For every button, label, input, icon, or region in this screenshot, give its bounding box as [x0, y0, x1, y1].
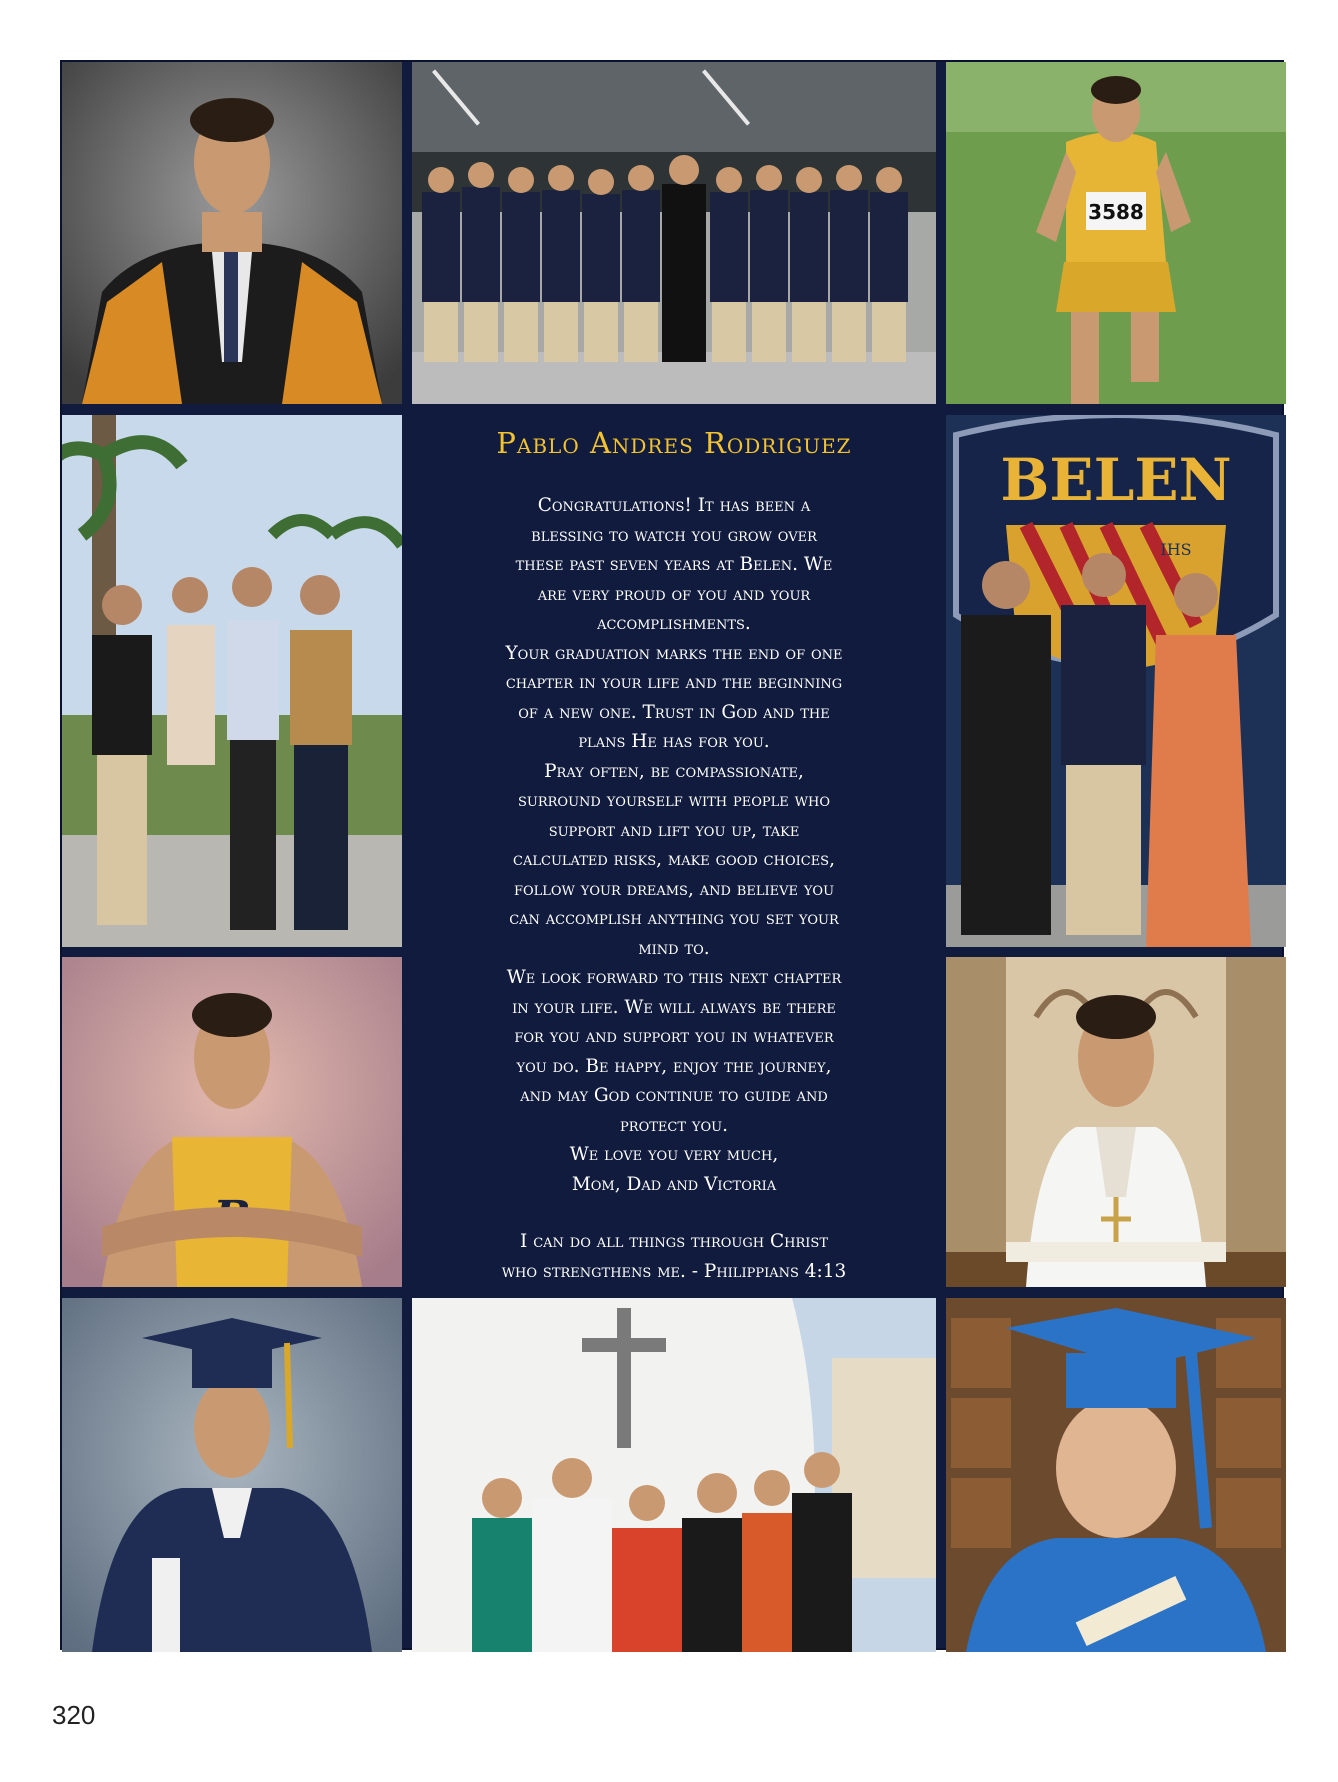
belen-crest-text: IHS	[1160, 540, 1192, 559]
cross-country-portrait-photo	[62, 957, 402, 1287]
student-name-heading: Pablo Andres Rodriguez	[496, 426, 852, 460]
collage-frame	[60, 60, 1284, 1650]
classmates-in-blazers-group-photo	[412, 62, 936, 404]
family-at-belen-sign-photo	[946, 415, 1286, 947]
family-by-the-palms-photo	[62, 415, 402, 947]
page-number: 320	[52, 1700, 96, 1730]
dedication-message-panel	[412, 415, 936, 1287]
first-communion-portrait-photo	[946, 957, 1286, 1287]
cross-country-race-photo	[946, 62, 1286, 404]
high-school-cap-and-gown-photo	[62, 1298, 402, 1652]
race-bib-number: 3588	[1088, 200, 1144, 224]
bible-verse-text: I can do all things through Christ who strengthens me. - Philippians 4:13	[501, 1231, 847, 1282]
senior-portrait-letterman-jacket-photo	[62, 62, 402, 404]
family-at-church-cross-photo	[412, 1298, 936, 1652]
belen-sign-text: BELEN	[1000, 446, 1232, 514]
dedication-message-text: Congratulations! It has been a blessing to watch you grow over these past seven years at Belen. We are very proud of you and your accomplishments. Your graduation marks the end of one chapter in your life and the beginning of a new one. Trust in God and the plans He has for you. Pray often, be compassionate, surround yourself with people who support and lift you up, take calculated risks, make good choices, follow your dreams, and believe you can accomplish anything you set your mind to. We look forward to this next chapter in your life. We will always be there for you and support you in whatever you do. Be happy, enjoy the journey, and may God continue to guide and protect you. We love you very much, Mom, Dad and Victoria	[505, 495, 843, 1195]
kindergarten-cap-and-gown-photo	[946, 1298, 1286, 1652]
